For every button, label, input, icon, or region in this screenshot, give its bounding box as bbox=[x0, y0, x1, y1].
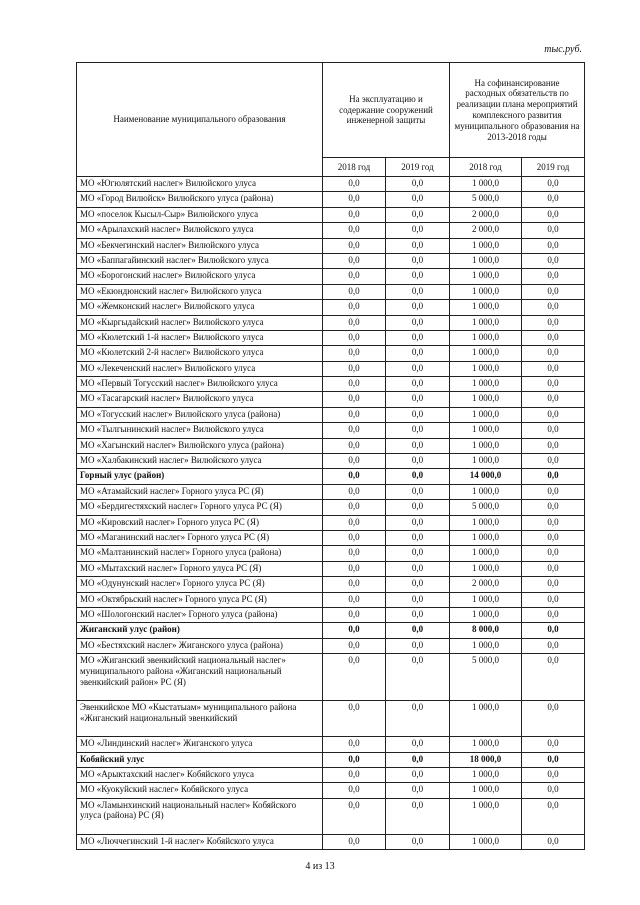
municipality-name: МО «Тылгынинский наслег» Вилюйского улуса bbox=[77, 423, 323, 438]
table-row bbox=[77, 546, 585, 561]
amount-cell: 0,0 bbox=[522, 500, 585, 515]
amount-cell: 0,0 bbox=[386, 654, 450, 701]
municipality-name: МО «Куокуйский наслег» Кобяйского улуса bbox=[77, 783, 323, 798]
amount-cell: 0,0 bbox=[522, 207, 585, 222]
amount-cell: 0,0 bbox=[522, 407, 585, 422]
amount-cell: 0,0 bbox=[323, 392, 386, 407]
amount-cell: 0,0 bbox=[386, 284, 450, 299]
amount-cell: 0,0 bbox=[323, 638, 386, 653]
amount-cell: 0,0 bbox=[522, 238, 585, 253]
amount-cell: 0,0 bbox=[323, 377, 386, 392]
amount-cell: 0,0 bbox=[522, 638, 585, 653]
amount-cell: 0,0 bbox=[323, 752, 386, 767]
amount-cell: 1 000,0 bbox=[450, 238, 522, 253]
municipality-name: МО «Екюндюнский наслег» Вилюйского улуса bbox=[77, 284, 323, 299]
municipality-name: Эвенкийское МО «Кыстатыам» муниципального района «Жиганский национальный эвенкийский bbox=[77, 701, 323, 737]
amount-cell: 0,0 bbox=[323, 207, 386, 222]
table-row bbox=[77, 438, 585, 453]
amount-cell: 0,0 bbox=[386, 177, 450, 192]
amount-cell: 0,0 bbox=[323, 330, 386, 345]
amount-cell: 0,0 bbox=[323, 530, 386, 545]
amount-cell: 0,0 bbox=[386, 798, 450, 834]
amount-cell: 0,0 bbox=[386, 315, 450, 330]
amount-cell: 0,0 bbox=[323, 253, 386, 268]
amount-cell: 1 000,0 bbox=[450, 269, 522, 284]
municipality-name: МО «Тогусский наслег» Вилюйского улуса (района) bbox=[77, 407, 323, 422]
table-row bbox=[77, 515, 585, 530]
table-row bbox=[77, 454, 585, 469]
amount-cell: 0,0 bbox=[386, 623, 450, 638]
amount-cell: 0,0 bbox=[386, 515, 450, 530]
amount-cell: 0,0 bbox=[323, 484, 386, 499]
name-column-header: Наименование муниципального образования bbox=[77, 63, 323, 177]
amount-cell: 0,0 bbox=[386, 834, 450, 849]
municipality-name: МО «Ламынхинский национальный наслег» Кобяйского улуса (района) РС (Я) bbox=[77, 798, 323, 834]
amount-cell: 0,0 bbox=[522, 592, 585, 607]
amount-cell: 0,0 bbox=[386, 346, 450, 361]
amount-cell: 1 000,0 bbox=[450, 834, 522, 849]
budget-table bbox=[76, 62, 585, 850]
amount-cell: 0,0 bbox=[386, 454, 450, 469]
municipality-name: МО «Жемконский наслег» Вилюйского улуса bbox=[77, 300, 323, 315]
amount-cell: 5 000,0 bbox=[450, 654, 522, 701]
amount-cell: 0,0 bbox=[522, 438, 585, 453]
amount-cell: 0,0 bbox=[386, 392, 450, 407]
amount-cell: 0,0 bbox=[522, 530, 585, 545]
amount-cell: 1 000,0 bbox=[450, 330, 522, 345]
amount-cell: 0,0 bbox=[522, 737, 585, 752]
amount-cell: 0,0 bbox=[323, 300, 386, 315]
amount-cell: 0,0 bbox=[323, 577, 386, 592]
group-row bbox=[77, 752, 585, 767]
amount-cell: 0,0 bbox=[386, 783, 450, 798]
amount-cell: 0,0 bbox=[323, 177, 386, 192]
amount-cell: 1 000,0 bbox=[450, 607, 522, 622]
amount-cell: 0,0 bbox=[522, 300, 585, 315]
amount-cell: 0,0 bbox=[386, 361, 450, 376]
table-row bbox=[77, 423, 585, 438]
amount-cell: 0,0 bbox=[522, 269, 585, 284]
municipality-name: МО «Октябрьский наслег» Горного улуса РС (Я) bbox=[77, 592, 323, 607]
amount-cell: 5 000,0 bbox=[450, 192, 522, 207]
amount-cell: 0,0 bbox=[386, 253, 450, 268]
amount-cell: 0,0 bbox=[386, 330, 450, 345]
group-row bbox=[77, 623, 585, 638]
group-row bbox=[77, 469, 585, 484]
amount-cell: 1 000,0 bbox=[450, 315, 522, 330]
amount-cell: 0,0 bbox=[323, 361, 386, 376]
amount-cell: 0,0 bbox=[323, 346, 386, 361]
table-row bbox=[77, 238, 585, 253]
table-row bbox=[77, 253, 585, 268]
table-row bbox=[77, 330, 585, 345]
amount-cell: 1 000,0 bbox=[450, 701, 522, 737]
table-row bbox=[77, 592, 585, 607]
amount-cell: 1 000,0 bbox=[450, 546, 522, 561]
municipality-name: МО «Баппагайинский наслег» Вилюйского улуса bbox=[77, 253, 323, 268]
table-row bbox=[77, 561, 585, 576]
municipality-name: Горный улус (район) bbox=[77, 469, 323, 484]
amount-cell: 0,0 bbox=[386, 561, 450, 576]
amount-cell: 0,0 bbox=[386, 238, 450, 253]
amount-cell: 0,0 bbox=[522, 223, 585, 238]
amount-cell: 0,0 bbox=[323, 798, 386, 834]
amount-cell: 1 000,0 bbox=[450, 253, 522, 268]
amount-cell: 0,0 bbox=[522, 607, 585, 622]
municipality-name: МО «Борогонский наслег» Вилюйского улуса bbox=[77, 269, 323, 284]
table-row bbox=[77, 767, 585, 782]
table-row bbox=[77, 361, 585, 376]
amount-cell: 0,0 bbox=[386, 207, 450, 222]
municipality-name: МО «Лекеченский наслег» Вилюйского улуса bbox=[77, 361, 323, 376]
amount-cell: 0,0 bbox=[522, 346, 585, 361]
amount-cell: 0,0 bbox=[323, 546, 386, 561]
table-row bbox=[77, 654, 585, 701]
amount-cell: 1 000,0 bbox=[450, 783, 522, 798]
amount-cell: 0,0 bbox=[522, 561, 585, 576]
amount-cell: 0,0 bbox=[522, 798, 585, 834]
table-row bbox=[77, 484, 585, 499]
amount-cell: 0,0 bbox=[386, 767, 450, 782]
year-header: 2018 год bbox=[323, 158, 386, 177]
amount-cell: 0,0 bbox=[386, 530, 450, 545]
table-row bbox=[77, 377, 585, 392]
amount-cell: 0,0 bbox=[522, 484, 585, 499]
amount-cell: 0,0 bbox=[323, 500, 386, 515]
amount-cell: 0,0 bbox=[323, 284, 386, 299]
amount-cell: 0,0 bbox=[522, 454, 585, 469]
table-row bbox=[77, 783, 585, 798]
table-row bbox=[77, 530, 585, 545]
year-header: 2018 год bbox=[450, 158, 522, 177]
municipality-name: МО «Арыктахский наслег» Кобяйского улуса bbox=[77, 767, 323, 782]
amount-cell: 0,0 bbox=[323, 592, 386, 607]
municipality-name: Жиганский улус (район) bbox=[77, 623, 323, 638]
table-row bbox=[77, 269, 585, 284]
amount-cell: 0,0 bbox=[522, 783, 585, 798]
amount-cell: 0,0 bbox=[386, 423, 450, 438]
amount-cell: 0,0 bbox=[522, 253, 585, 268]
amount-cell: 0,0 bbox=[386, 484, 450, 499]
amount-cell: 0,0 bbox=[323, 834, 386, 849]
unit-label: тыс.руб. bbox=[544, 44, 582, 55]
amount-cell: 0,0 bbox=[522, 654, 585, 701]
table-row bbox=[77, 701, 585, 737]
municipality-name: МО «Маганинский наслег» Горного улуса РС (Я) bbox=[77, 530, 323, 545]
municipality-name: МО «Кыргыдайский наслег» Вилюйского улуса bbox=[77, 315, 323, 330]
amount-cell: 1 000,0 bbox=[450, 798, 522, 834]
year-header: 2019 год bbox=[522, 158, 585, 177]
amount-cell: 0,0 bbox=[522, 469, 585, 484]
municipality-name: МО «Город Вилюйск» Вилюйского улуса (района) bbox=[77, 192, 323, 207]
amount-cell: 0,0 bbox=[522, 377, 585, 392]
table-row bbox=[77, 500, 585, 515]
amount-cell: 1 000,0 bbox=[450, 438, 522, 453]
amount-cell: 1 000,0 bbox=[450, 392, 522, 407]
municipality-name: МО «Линдинский наслег» Жиганского улуса bbox=[77, 737, 323, 752]
amount-cell: 0,0 bbox=[522, 701, 585, 737]
amount-cell: 1 000,0 bbox=[450, 346, 522, 361]
municipality-name: МО «Кировский наслег» Горного улуса РС (Я) bbox=[77, 515, 323, 530]
amount-cell: 0,0 bbox=[386, 592, 450, 607]
table-row bbox=[77, 577, 585, 592]
amount-cell: 0,0 bbox=[323, 469, 386, 484]
amount-cell: 14 000,0 bbox=[450, 469, 522, 484]
amount-cell: 1 000,0 bbox=[450, 377, 522, 392]
header-row bbox=[77, 63, 585, 158]
amount-cell: 0,0 bbox=[522, 546, 585, 561]
amount-cell: 0,0 bbox=[386, 223, 450, 238]
table-row bbox=[77, 798, 585, 834]
amount-cell: 0,0 bbox=[522, 192, 585, 207]
municipality-name: МО «Халбакинский наслег» Вилюйского улуса bbox=[77, 454, 323, 469]
amount-cell: 0,0 bbox=[386, 269, 450, 284]
municipality-name: МО «Кюлетский 2-й наслег» Вилюйского улуса bbox=[77, 346, 323, 361]
amount-cell: 1 000,0 bbox=[450, 767, 522, 782]
table-row bbox=[77, 737, 585, 752]
amount-cell: 0,0 bbox=[386, 607, 450, 622]
amount-cell: 0,0 bbox=[323, 767, 386, 782]
amount-cell: 1 000,0 bbox=[450, 592, 522, 607]
amount-cell: 0,0 bbox=[522, 423, 585, 438]
amount-cell: 1 000,0 bbox=[450, 454, 522, 469]
table-row bbox=[77, 207, 585, 222]
amount-cell: 0,0 bbox=[522, 315, 585, 330]
municipality-name: МО «Малтанинский наслег» Горного улуса (района) bbox=[77, 546, 323, 561]
amount-cell: 1 000,0 bbox=[450, 638, 522, 653]
amount-cell: 0,0 bbox=[323, 238, 386, 253]
amount-cell: 0,0 bbox=[522, 767, 585, 782]
municipality-name: МО «Атамайский наслег» Горного улуса РС (Я) bbox=[77, 484, 323, 499]
table-row bbox=[77, 834, 585, 849]
table-row bbox=[77, 177, 585, 192]
table-row bbox=[77, 346, 585, 361]
amount-cell: 0,0 bbox=[323, 315, 386, 330]
table-row bbox=[77, 407, 585, 422]
amount-cell: 0,0 bbox=[323, 269, 386, 284]
municipality-name: МО «Хагынский наслег» Вилюйского улуса (района) bbox=[77, 438, 323, 453]
amount-cell: 0,0 bbox=[323, 515, 386, 530]
table-row bbox=[77, 638, 585, 653]
amount-cell: 0,0 bbox=[386, 701, 450, 737]
amount-cell: 0,0 bbox=[386, 192, 450, 207]
table-row bbox=[77, 392, 585, 407]
amount-cell: 0,0 bbox=[323, 561, 386, 576]
municipality-name: МО «Тасагарский наслег» Вилюйского улуса bbox=[77, 392, 323, 407]
amount-cell: 1 000,0 bbox=[450, 515, 522, 530]
amount-cell: 0,0 bbox=[386, 300, 450, 315]
municipality-name: МО «Арылахский наслег» Вилюйского улуса bbox=[77, 223, 323, 238]
amount-cell: 0,0 bbox=[386, 737, 450, 752]
municipality-name: МО «Одунунский наслег» Горного улуса РС (Я) bbox=[77, 577, 323, 592]
amount-cell: 0,0 bbox=[386, 638, 450, 653]
amount-cell: 1 000,0 bbox=[450, 561, 522, 576]
table-row bbox=[77, 300, 585, 315]
year-header: 2019 год bbox=[386, 158, 450, 177]
amount-cell: 1 000,0 bbox=[450, 484, 522, 499]
municipality-name: МО «Первый Тогусский наслег» Вилюйского улуса bbox=[77, 377, 323, 392]
amount-cell: 0,0 bbox=[323, 454, 386, 469]
amount-cell: 0,0 bbox=[323, 783, 386, 798]
amount-cell: 1 000,0 bbox=[450, 530, 522, 545]
amount-cell: 5 000,0 bbox=[450, 500, 522, 515]
municipality-name: Кобяйский улус bbox=[77, 752, 323, 767]
table-row bbox=[77, 223, 585, 238]
amount-cell: 0,0 bbox=[323, 407, 386, 422]
municipality-name: МО «Люччегинский 1-й наслег» Кобяйского улуса bbox=[77, 834, 323, 849]
amount-cell: 1 000,0 bbox=[450, 361, 522, 376]
amount-cell: 0,0 bbox=[522, 177, 585, 192]
amount-cell: 0,0 bbox=[522, 361, 585, 376]
amount-cell: 1 000,0 bbox=[450, 407, 522, 422]
municipality-name: МО «Шологонский наслег» Горного улуса (района) bbox=[77, 607, 323, 622]
cofinancing-group-header: На софинансирование расходных обязательств по реализации плана мероприятий комплексного развития муниципального образования на 2013-2018 годы bbox=[450, 63, 585, 158]
amount-cell: 0,0 bbox=[323, 737, 386, 752]
municipality-name: МО «Бестяхский наслег» Жиганского улуса (района) bbox=[77, 638, 323, 653]
table-row bbox=[77, 192, 585, 207]
amount-cell: 18 000,0 bbox=[450, 752, 522, 767]
municipality-name: МО «Бердигестяхский наслег» Горного улуса РС (Я) bbox=[77, 500, 323, 515]
amount-cell: 0,0 bbox=[386, 577, 450, 592]
amount-cell: 2 000,0 bbox=[450, 223, 522, 238]
amount-cell: 0,0 bbox=[323, 223, 386, 238]
amount-cell: 2 000,0 bbox=[450, 577, 522, 592]
municipality-name: МО «Югюлятский наслег» Вилюйского улуса bbox=[77, 177, 323, 192]
amount-cell: 0,0 bbox=[323, 623, 386, 638]
amount-cell: 0,0 bbox=[386, 438, 450, 453]
amount-cell: 0,0 bbox=[323, 654, 386, 701]
table-row bbox=[77, 284, 585, 299]
maintenance-group-header: На эксплуатацию и содержание сооружений инженерной защиты bbox=[323, 63, 450, 158]
amount-cell: 0,0 bbox=[386, 546, 450, 561]
amount-cell: 1 000,0 bbox=[450, 423, 522, 438]
amount-cell: 1 000,0 bbox=[450, 737, 522, 752]
municipality-name: МО «Мытахский наслег» Горного улуса РС (Я) bbox=[77, 561, 323, 576]
amount-cell: 1 000,0 bbox=[450, 177, 522, 192]
table-row bbox=[77, 607, 585, 622]
amount-cell: 0,0 bbox=[386, 407, 450, 422]
amount-cell: 0,0 bbox=[323, 192, 386, 207]
amount-cell: 0,0 bbox=[522, 834, 585, 849]
table-row bbox=[77, 315, 585, 330]
municipality-name: МО «Кюлетский 1-й наслег» Вилюйского улуса bbox=[77, 330, 323, 345]
amount-cell: 0,0 bbox=[522, 515, 585, 530]
amount-cell: 0,0 bbox=[522, 392, 585, 407]
amount-cell: 0,0 bbox=[323, 701, 386, 737]
municipality-name: МО «Жиганский эвенкийский национальный наслег» муниципального района «Жиганский национальный эвенкийский район» РС (Я) bbox=[77, 654, 323, 701]
amount-cell: 1 000,0 bbox=[450, 284, 522, 299]
amount-cell: 0,0 bbox=[323, 423, 386, 438]
amount-cell: 0,0 bbox=[522, 577, 585, 592]
municipality-name: МО «поселок Кысыл-Сыр» Вилюйского улуса bbox=[77, 207, 323, 222]
amount-cell: 0,0 bbox=[522, 330, 585, 345]
amount-cell: 2 000,0 bbox=[450, 207, 522, 222]
municipality-name: МО «Бекчегинский наслег» Вилюйского улуса bbox=[77, 238, 323, 253]
amount-cell: 8 000,0 bbox=[450, 623, 522, 638]
amount-cell: 0,0 bbox=[323, 438, 386, 453]
amount-cell: 0,0 bbox=[522, 752, 585, 767]
amount-cell: 0,0 bbox=[386, 500, 450, 515]
table-body bbox=[77, 177, 585, 850]
amount-cell: 0,0 bbox=[386, 752, 450, 767]
amount-cell: 0,0 bbox=[522, 284, 585, 299]
amount-cell: 0,0 bbox=[386, 377, 450, 392]
amount-cell: 0,0 bbox=[323, 607, 386, 622]
page-number: 4 из 13 bbox=[305, 861, 335, 872]
amount-cell: 0,0 bbox=[386, 469, 450, 484]
amount-cell: 1 000,0 bbox=[450, 300, 522, 315]
amount-cell: 0,0 bbox=[522, 623, 585, 638]
